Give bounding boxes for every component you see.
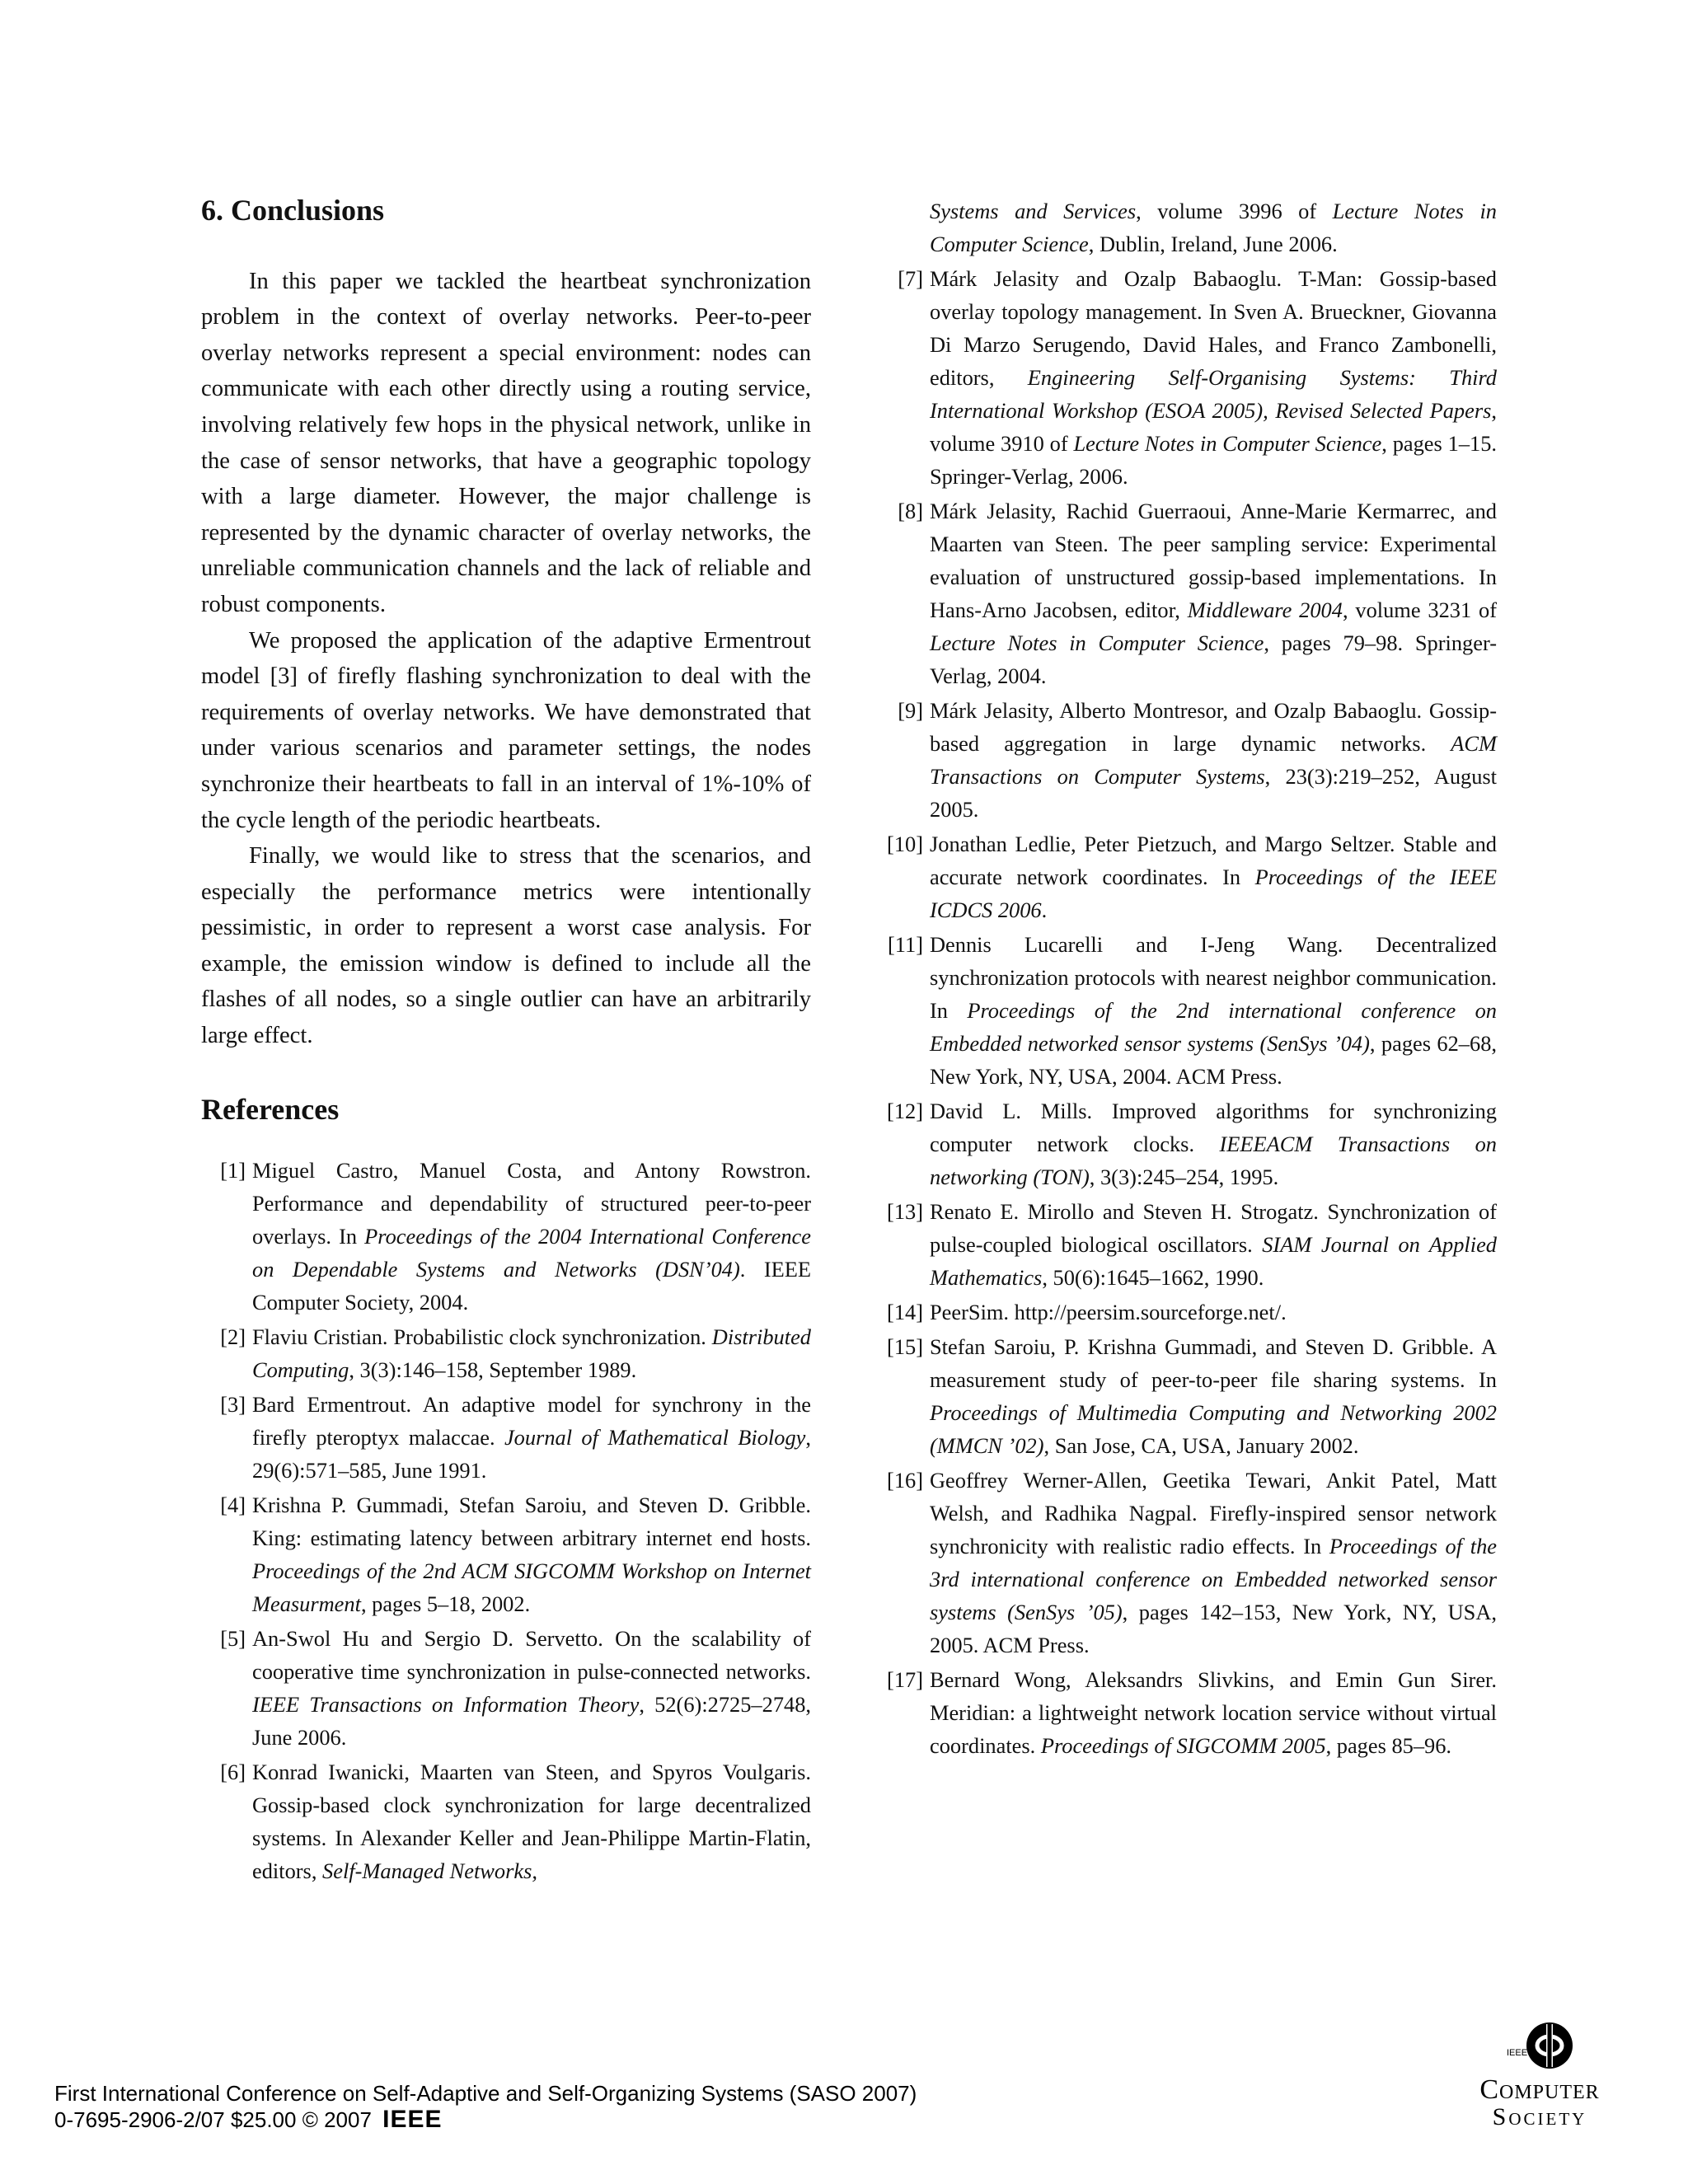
reference-list-right xyxy=(879,194,1497,1762)
reference-text: , pages 142–153, New York, NY, USA, 2005. ACM Press. xyxy=(930,1600,1497,1657)
reference-text: Márk Jelasity, Rachid Guerraoui, Anne-Marie Kermarrec, and Maarten van Steen. The peer sampling service: Experimental evaluation of unstructured gossip-based implementations. In Hans-Arno Jacobsen, editor, xyxy=(930,499,1497,622)
reference-text: Bard Ermentrout. An adaptive model for synchrony in the firefly pteroptyx malaccae. xyxy=(252,1392,811,1451)
conclusions-paragraph-3: Finally, we would like to stress that the scenarios, and especially the performance metrics were intentionally pessimistic, in order to represent a worst case analysis. For example, the emission window is defined to include all the flashes of all nodes, so a single outlier can have an arbitrarily large effect. xyxy=(201,843,811,1049)
reference-title-italic: Lecture Notes in Computer Science xyxy=(930,199,1497,256)
reference-item xyxy=(201,1320,811,1386)
ieee-logo-text: IEEE xyxy=(382,2106,443,2133)
reference-title-italic: Proceedings of the 2nd ACM SIGCOMM Workshop on Internet Measurment xyxy=(252,1558,811,1617)
reference-text: , pages 79–98. Springer-Verlag, 2004. xyxy=(930,630,1497,688)
reference-text: Dennis Lucarelli and I-Jeng Wang. Decentralized synchronization protocols with nearest neighbor communication. In xyxy=(930,932,1497,1023)
right-column xyxy=(879,194,1497,1764)
reference-text: Krishna P. Gummadi, Stefan Saroiu, and Steven D. Gribble. King: estimating latency between arbitrary internet end hosts. xyxy=(252,1493,811,1551)
reference-number: [8] xyxy=(898,499,923,523)
footer-isbn-text: 0-7695-2906-2/07 $25.00 © 2007 xyxy=(54,2107,372,2132)
ieee-cs-emblem-icon xyxy=(1490,2018,1589,2075)
reference-number: [17] xyxy=(887,1667,923,1692)
reference-text: Stefan Saroiu, P. Krishna Gummadi, and Steven D. Gribble. A measurement study of peer-to-peer file sharing systems. In xyxy=(930,1334,1497,1392)
reference-item xyxy=(201,1755,811,1887)
reference-number: [11] xyxy=(888,932,923,957)
reference-item xyxy=(879,1094,1497,1193)
reference-text: . xyxy=(1041,898,1048,922)
logo-word-computer: Computer xyxy=(1479,2074,1600,2105)
left-column xyxy=(201,194,811,1889)
reference-text: David L. Mills. Improved algorithms for synchronizing computer network clocks. xyxy=(930,1099,1497,1156)
reference-number: [15] xyxy=(887,1334,923,1359)
reference-text: Flaviu Cristian. Probabilistic clock synchronization. xyxy=(252,1324,712,1350)
reference-title-italic: Journal of Mathematical Biology xyxy=(504,1425,806,1451)
reference-text: . IEEE Computer Society, 2004. xyxy=(252,1257,811,1315)
reference-item xyxy=(201,1388,811,1487)
reference-title-italic: Proceedings of the 3rd international conference on Embedded networked sensor systems (SenSys ’05) xyxy=(930,1534,1497,1624)
reference-item xyxy=(879,928,1497,1093)
footer-conference-line: First International Conference on Self-Adaptive and Self-Organizing Systems (SASO 2007) xyxy=(54,2081,917,2106)
reference-number: [14] xyxy=(887,1300,923,1324)
reference-title-italic: Distributed Computing xyxy=(252,1324,811,1383)
reference-text: , Dublin, Ireland, June 2006. xyxy=(1088,232,1338,256)
reference-title-italic: Proceedings of Multimedia Computing and Networking 2002 (MMCN ’02) xyxy=(930,1400,1497,1458)
reference-item xyxy=(201,1488,811,1620)
reference-list-left xyxy=(201,1154,811,1887)
reference-text: , volume 3910 of xyxy=(930,398,1497,456)
reference-text: , 3(3):146–158, September 1989. xyxy=(349,1357,637,1383)
reference-text: , pages 85–96. xyxy=(1325,1733,1452,1758)
reference-title-italic: Self-Managed Networks, xyxy=(322,1858,537,1884)
reference-text: Renato E. Mirollo and Steven H. Strogatz. Synchronization of pulse-coupled biological oscillators. xyxy=(930,1199,1497,1257)
reference-number: [5] xyxy=(220,1626,246,1652)
reference-title-italic: Proceedings of the 2nd international conference on Embedded networked sensor systems (SenSys ’04) xyxy=(930,998,1497,1056)
reference-text: Bernard Wong, Aleksandrs Slivkins, and Emin Gun Sirer. Meridian: a lightweight network location service without virtual coordinates. xyxy=(930,1667,1497,1758)
reference-item xyxy=(879,262,1497,493)
reference-item xyxy=(879,1330,1497,1462)
reference-item xyxy=(879,694,1497,826)
reference-title-italic: Lecture Notes in Computer Science xyxy=(1073,431,1382,456)
reference-item xyxy=(879,1195,1497,1294)
reference-title-italic: SIAM Journal on Applied Mathematics xyxy=(930,1232,1497,1290)
reference-text: , volume 3231 of xyxy=(1342,598,1497,622)
reference-text: Konrad Iwanicki, Maarten van Steen, and Spyros Voulgaris. Gossip-based clock synchronization for large decentralized systems. In Alexander Keller and Jean-Philippe Martin-Flatin, editors, xyxy=(252,1760,811,1884)
reference-item xyxy=(879,827,1497,926)
reference-number: [2] xyxy=(220,1324,246,1350)
reference-text: Geoffrey Werner-Allen, Geetika Tewari, Ankit Patel, Matt Welsh, and Radhika Nagpal. Firefly-inspired sensor network synchronicity with realistic radio effects. In xyxy=(930,1468,1497,1558)
reference-item xyxy=(201,1154,811,1319)
reference-number: [9] xyxy=(898,698,923,723)
reference-text: , pages 1–15. Springer-Verlag, 2006. xyxy=(930,431,1497,489)
reference-text: , volume 3996 of xyxy=(1136,199,1333,223)
reference-title-italic: Lecture Notes in Computer Science xyxy=(930,630,1264,655)
reference-text: , 29(6):571–585, June 1991. xyxy=(252,1425,811,1483)
reference-number: [10] xyxy=(887,832,923,856)
computer-society-logo xyxy=(1441,2018,1639,2149)
reference-item xyxy=(201,1622,811,1754)
reference-title-italic: Proceedings of the 2004 International Conference on Dependable Systems and Networks (DSN’04) xyxy=(252,1224,811,1282)
reference-item xyxy=(879,1464,1497,1661)
reference-text: , pages 5–18, 2002. xyxy=(360,1591,531,1617)
logo-small-ieee: IEEE xyxy=(1507,2048,1528,2058)
logo-word-society: Society xyxy=(1492,2103,1587,2130)
reference-item xyxy=(879,1296,1497,1329)
reference-title-italic: Engineering Self-Organising Systems: Third International Workshop (ESOA 2005), Revised Selected Papers xyxy=(930,365,1497,423)
reference-text: , 3(3):245–254, 1995. xyxy=(1089,1165,1279,1189)
reference-text: , 52(6):2725–2748, June 2006. xyxy=(252,1692,812,1750)
reference-number: [4] xyxy=(220,1493,246,1518)
reference-text: PeerSim. http://peersim.sourceforge.net/. xyxy=(930,1300,1287,1324)
reference-title-italic: Proceedings of the IEEE ICDCS 2006 xyxy=(930,865,1497,922)
reference-title-italic: Middleware 2004 xyxy=(1187,598,1343,622)
references-heading: References xyxy=(201,1092,340,1126)
reference-text: , pages 62–68, New York, NY, USA, 2004. ACM Press. xyxy=(930,1031,1497,1089)
reference-item xyxy=(879,494,1497,692)
reference-text: An-Swol Hu and Sergio D. Servetto. On the scalability of cooperative time synchronization in pulse-connected networks. xyxy=(252,1626,811,1685)
conclusions-paragraph-1: In this paper we tackled the heartbeat synchronization problem in the context of overlay networks. Peer-to-peer overlay networks represent a special environment: nodes can communicate with each other directly using a routing service, involving relatively few hops in the physical network, unlike in the case of sensor networks, that have a geographic topology with a large diameter. However, the major challenge is represented by the dynamic character of overlay networks, the unreliable communication channels and the lack of reliable and robust components. xyxy=(201,268,811,617)
reference-number: [6] xyxy=(220,1760,246,1785)
reference-number: [1] xyxy=(220,1158,246,1183)
footer-conference-info xyxy=(54,2080,917,2133)
reference-item xyxy=(879,1663,1497,1762)
reference-text: Márk Jelasity, Alberto Montresor, and Ozalp Babaoglu. Gossip-based aggregation in large dynamic networks. xyxy=(930,698,1497,756)
conclusions-paragraph-2: We proposed the application of the adaptive Ermentrout model [3] of firefly flashing synchronization to deal with the requirements of overlay networks. We have demonstrated that under various scenarios and parameter settings, the nodes synchronize their heartbeats to fall in an interval of 1%-10% of the cycle length of the periodic heartbeats. xyxy=(201,627,811,833)
reference-text: , 50(6):1645–1662, 1990. xyxy=(1042,1265,1264,1290)
reference-text: , San Jose, CA, USA, January 2002. xyxy=(1043,1433,1359,1458)
reference-title-italic: IEEEACM Transactions on networking (TON) xyxy=(930,1132,1497,1189)
reference-continuation xyxy=(879,194,1497,260)
reference-number: [7] xyxy=(898,266,923,291)
reference-title-italic: ACM Transactions on Computer Systems xyxy=(930,731,1497,789)
reference-number: [13] xyxy=(887,1199,923,1224)
reference-number: [16] xyxy=(887,1468,923,1493)
reference-number: [3] xyxy=(220,1392,246,1418)
reference-title-italic: Proceedings of SIGCOMM 2005 xyxy=(1040,1733,1326,1758)
reference-text: Jonathan Ledlie, Peter Pietzuch, and Margo Seltzer. Stable and accurate network coordinates. In xyxy=(930,832,1497,889)
reference-title-italic: Systems and Services xyxy=(930,199,1137,223)
reference-text: Márk Jelasity and Ozalp Babaoglu. T-Man: Gossip-based overlay topology management. In Sven A. Brueckner, Giovanna Di Marzo Serugendo, David Hales, and Franco Zambonelli, editors, xyxy=(930,266,1497,390)
conclusions-heading: 6. Conclusions xyxy=(201,194,385,227)
reference-number: [12] xyxy=(887,1099,923,1123)
reference-text: Miguel Castro, Manuel Costa, and Antony Rowstron. Performance and dependability of structured peer-to-peer overlays. In xyxy=(252,1158,811,1249)
reference-text: , 23(3):219–252, August 2005. xyxy=(930,764,1498,822)
footer-isbn-line xyxy=(54,2107,917,2133)
reference-title-italic: IEEE Transactions on Information Theory xyxy=(252,1692,640,1718)
